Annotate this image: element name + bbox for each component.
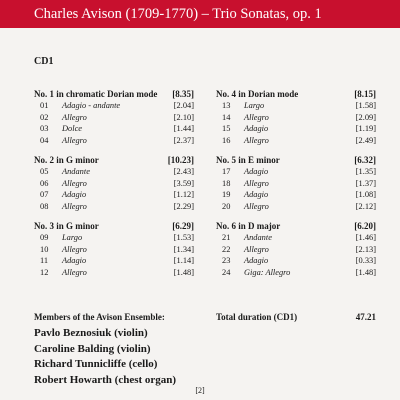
track-title: Adagio	[62, 190, 87, 199]
track-duration: [2.13]	[355, 244, 376, 254]
sonata-heading	[34, 88, 194, 100]
track-title: Allegro	[244, 178, 269, 188]
track-title: Andante	[244, 233, 272, 242]
header-bar	[0, 0, 400, 28]
track-number: 23	[222, 256, 231, 265]
track-number: 21	[222, 233, 231, 242]
track-duration: [0.33]	[355, 256, 376, 265]
sonata-duration: [10.23]	[167, 155, 194, 165]
sonata-heading	[216, 220, 376, 232]
track-number: 24	[222, 267, 231, 277]
track-title: Andante	[62, 167, 90, 176]
track-duration: [1.48]	[173, 267, 194, 277]
track-duration: [2.12]	[355, 201, 376, 211]
track-row	[34, 166, 194, 178]
track-number: 20	[222, 201, 231, 211]
track-number: 08	[40, 201, 49, 211]
track-title: Allegro	[62, 112, 87, 122]
track-title: Allegro	[62, 244, 87, 254]
total-duration-label: Total duration (CD1)	[216, 312, 298, 322]
sonata-title: No. 6 in D major	[216, 221, 281, 231]
track-title: Adagio - andante	[62, 101, 121, 110]
track-number: 04	[40, 135, 49, 145]
track-row	[34, 244, 194, 256]
track-title: Allegro	[244, 201, 269, 211]
sonata-section	[34, 88, 194, 154]
track-duration: [1.58]	[355, 101, 376, 110]
sonata-title: No. 1 in chromatic Dorian mode	[34, 89, 158, 99]
track-duration: [2.37]	[173, 135, 194, 145]
tracklist-left-column	[34, 88, 194, 286]
total-duration-value: 47.21	[355, 312, 376, 322]
track-number: 14	[222, 112, 231, 122]
track-title: Dolce	[62, 124, 82, 133]
track-duration: [1.37]	[355, 178, 376, 188]
track-title: Allegro	[244, 135, 269, 145]
track-row	[34, 178, 194, 190]
track-number: 03	[40, 124, 49, 133]
track-row	[216, 232, 376, 244]
track-number: 11	[40, 256, 49, 265]
track-row	[34, 135, 194, 147]
track-duration: [2.49]	[355, 135, 376, 145]
track-duration: [3.59]	[173, 178, 194, 188]
track-number: 06	[40, 178, 49, 188]
track-number: 02	[40, 112, 49, 122]
track-number: 09	[40, 233, 49, 242]
track-number: 19	[222, 190, 231, 199]
track-title: Adagio	[244, 190, 269, 199]
sonata-section	[34, 154, 194, 220]
track-row	[34, 267, 194, 279]
track-duration: [1.08]	[355, 190, 376, 199]
page-title: Charles Avison (1709-1770) – Trio Sonatas, op. 1	[34, 6, 322, 22]
track-row	[216, 100, 376, 112]
track-number: 16	[222, 135, 231, 145]
total-duration	[216, 312, 376, 322]
track-title: Allegro	[244, 112, 269, 122]
sonata-duration: [6.32]	[354, 155, 376, 165]
track-row	[216, 244, 376, 256]
sonata-title: No. 3 in G minor	[34, 221, 99, 231]
track-row	[34, 100, 194, 112]
track-number: 17	[222, 167, 231, 176]
track-duration: [1.46]	[355, 233, 376, 242]
track-duration: [2.29]	[173, 201, 194, 211]
sonata-title: No. 2 in G minor	[34, 155, 99, 165]
track-number: 07	[40, 190, 49, 199]
track-duration: [1.35]	[355, 167, 376, 176]
track-row	[34, 123, 194, 135]
track-row	[216, 201, 376, 213]
track-row	[216, 166, 376, 178]
sonata-section	[34, 220, 194, 286]
track-row	[34, 189, 194, 201]
track-duration: [1.14]	[173, 256, 194, 265]
track-duration: [1.53]	[173, 233, 194, 242]
sonata-heading	[216, 88, 376, 100]
track-number: 10	[40, 244, 49, 254]
page-number: [2]	[195, 386, 205, 395]
track-number: 05	[40, 167, 49, 176]
track-duration: [2.09]	[355, 112, 376, 122]
track-duration: [2.10]	[173, 112, 194, 122]
track-title: Adagio	[244, 167, 269, 176]
track-number: 18	[222, 178, 231, 188]
members-list	[34, 326, 176, 388]
track-row	[216, 112, 376, 124]
track-title: Adagio	[244, 256, 269, 265]
track-number: 15	[222, 124, 231, 133]
sonata-heading	[216, 154, 376, 166]
track-title: Allegro	[62, 267, 87, 277]
tracklist-right-column	[216, 88, 376, 286]
sonata-title: No. 5 in E minor	[216, 155, 280, 165]
track-title: Adagio	[244, 124, 269, 133]
track-title: Giga: Allegro	[244, 267, 291, 277]
track-duration: [1.12]	[173, 190, 194, 199]
track-title: Allegro	[62, 135, 87, 145]
sonata-section	[216, 88, 376, 154]
track-title: Allegro	[62, 178, 87, 188]
track-number: 22	[222, 244, 231, 254]
sonata-section	[216, 220, 376, 286]
sonata-duration: [8.15]	[354, 89, 376, 99]
sonata-heading	[34, 154, 194, 166]
track-duration: [1.44]	[173, 124, 194, 133]
track-number: 01	[40, 101, 49, 110]
sonata-duration: [6.29]	[172, 221, 194, 231]
track-duration: [1.34]	[173, 244, 194, 254]
member-name: Caroline Balding (violin)	[34, 342, 151, 355]
track-row	[216, 178, 376, 190]
track-row	[34, 255, 194, 267]
members-heading: Members of the Avison Ensemble:	[34, 312, 165, 322]
sonata-duration: [6.20]	[354, 221, 376, 231]
sonata-title: No. 4 in Dorian mode	[216, 89, 299, 99]
track-duration: [1.48]	[355, 267, 376, 277]
track-title: Largo	[62, 233, 83, 242]
member-name: Richard Tunnicliffe (cello)	[34, 358, 158, 370]
track-row	[216, 255, 376, 267]
track-duration: [2.04]	[173, 101, 194, 110]
track-title: Adagio	[62, 256, 87, 265]
member-name: Robert Howarth (chest organ)	[34, 373, 177, 386]
cd-label: CD1	[34, 56, 54, 67]
sonata-duration: [8.35]	[172, 89, 194, 99]
sonata-heading	[34, 220, 194, 232]
track-title: Allegro	[62, 201, 87, 211]
track-row	[216, 267, 376, 279]
track-title: Allegro	[244, 244, 269, 254]
track-duration: [1.19]	[355, 124, 376, 133]
track-row	[216, 123, 376, 135]
track-duration: [2.43]	[173, 167, 194, 176]
track-title: Largo	[244, 101, 265, 110]
member-name: Pavlo Beznosiuk (violin)	[34, 327, 148, 339]
sonata-section	[216, 154, 376, 220]
track-row	[34, 201, 194, 213]
track-row	[34, 112, 194, 124]
track-number: 13	[222, 101, 231, 110]
track-number: 12	[40, 267, 49, 277]
track-row	[34, 232, 194, 244]
track-row	[216, 189, 376, 201]
track-row	[216, 135, 376, 147]
